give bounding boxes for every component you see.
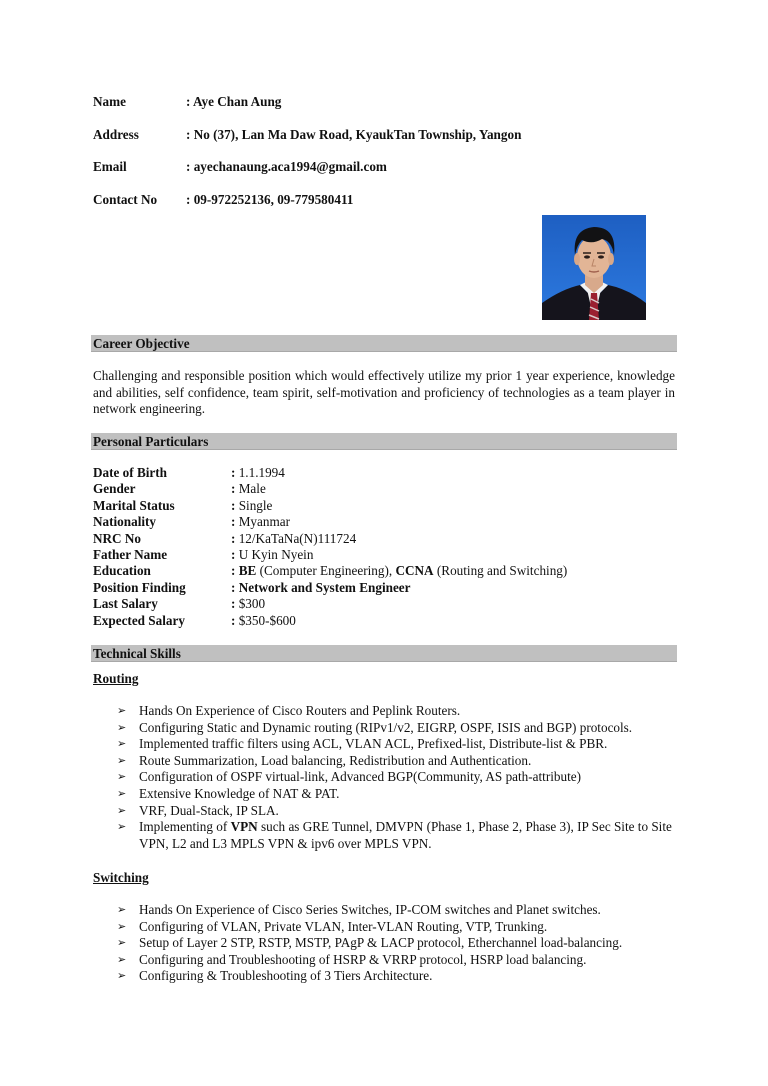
- colon: :: [231, 612, 236, 628]
- portrait-illustration: [542, 215, 646, 320]
- pp-row-father: [93, 547, 653, 563]
- arrow-bullet-icon: ➢: [117, 952, 127, 966]
- marital-value: Single: [238, 497, 273, 513]
- pp-row-education: [93, 563, 653, 579]
- education-cert-detail: (Routing and Switching): [433, 563, 568, 579]
- expected-salary-label: Expected Salary: [93, 612, 185, 628]
- pp-row-expected-salary: [93, 613, 653, 629]
- list-item: ➢ Hands On Experience of Cisco Series Switches, IP-COM switches and Planet switches.: [117, 902, 601, 917]
- pp-row-dob: [93, 465, 653, 481]
- colon: :: [231, 481, 236, 497]
- personal-particulars-table: [93, 465, 653, 629]
- marital-label: Marital Status: [93, 497, 175, 513]
- list-item: ➢ Hands On Experience of Cisco Routers and Peplink Routers.: [117, 703, 461, 718]
- arrow-bullet-icon: ➢: [117, 903, 127, 916]
- arrow-bullet-icon: ➢: [117, 770, 127, 784]
- list-item: ➢ Extensive Knowledge of NAT & PAT.: [117, 785, 340, 801]
- gender-label: Gender: [93, 481, 136, 497]
- address-label: Address: [93, 127, 139, 142]
- phone-label: Contact No: [93, 192, 158, 207]
- arrow-bullet-icon: ➢: [117, 820, 127, 834]
- pp-row-nrc: [93, 531, 653, 547]
- list-item: ➢ Configuring Static and Dynamic routing (RIPv1/v2, EIGRP, OSPF, ISIS and BGP) protocols.: [117, 719, 633, 735]
- name-label: Name: [93, 94, 126, 109]
- nrc-label: NRC No: [93, 530, 141, 546]
- colon: :: [231, 546, 236, 562]
- pp-row-position: [93, 580, 653, 596]
- colon: :: [231, 497, 236, 513]
- list-item: ➢ Configuring and Troubleshooting of HSRP & VRRP protocol, HSRP load balancing.: [117, 951, 587, 967]
- switching-heading: Switching: [93, 870, 149, 885]
- career-objective-heading: Career Objective: [91, 335, 677, 352]
- pp-row-last-salary: [93, 596, 653, 612]
- phone-value: : 09-972252136, 09-779580411: [186, 192, 354, 207]
- list-item: ➢ Implementing of VPN such as GRE Tunnel, DMVPN (Phase 1, Phase 2, Phase 3), IP Sec Site to Site VPN, L2 and L3 MPLS VPN & ipv6 over MPLS VPN.: [117, 819, 672, 851]
- education-degree: BE: [238, 563, 257, 579]
- arrow-bullet-icon: ➢: [117, 803, 127, 817]
- arrow-bullet-icon: ➢: [117, 737, 127, 751]
- name-value: : Aye Chan Aung: [186, 94, 282, 109]
- email-label: Email: [93, 159, 127, 174]
- arrow-bullet-icon: ➢: [117, 720, 127, 734]
- personal-particulars-heading: Personal Particulars: [91, 433, 677, 450]
- arrow-bullet-icon: ➢: [117, 969, 127, 983]
- father-value: U Kyin Nyein: [238, 546, 314, 562]
- nationality-label: Nationality: [93, 514, 157, 530]
- dob-label: Date of Birth: [93, 465, 167, 480]
- expected-salary-value: $350-$600: [238, 612, 296, 628]
- pp-row-nationality: [93, 514, 653, 530]
- list-item: ➢ VRF, Dual-Stack, IP SLA.: [117, 802, 279, 818]
- colon: :: [231, 465, 236, 480]
- education-cert: CCNA: [395, 563, 434, 579]
- father-label: Father Name: [93, 546, 168, 562]
- switching-list: [117, 902, 677, 985]
- position-label: Position Finding: [93, 579, 186, 595]
- colon: :: [231, 514, 236, 530]
- last-salary-label: Last Salary: [93, 596, 158, 612]
- technical-skills-heading: Technical Skills: [91, 645, 677, 662]
- education-label: Education: [93, 563, 151, 579]
- routing-heading: Routing: [93, 671, 139, 686]
- arrow-bullet-icon: ➢: [117, 786, 127, 800]
- education-degree-detail: (Computer Engineering),: [256, 563, 396, 579]
- list-item: ➢ Setup of Layer 2 STP, RSTP, MSTP, PAgP & LACP protocol, Etherchannel load-balancing.: [117, 935, 623, 951]
- colon: :: [231, 563, 236, 579]
- colon: :: [231, 579, 236, 595]
- career-objective-text: Challenging and responsible position which would effectively utilize my prior 1 year experience, knowledge and abilities, self confidence, team spirit, self-motivation and proficiency of technologies as a team player in network engineering.: [93, 368, 675, 416]
- list-item: ➢ Configuring of VLAN, Private VLAN, Inter-VLAN Routing, VTP, Trunking.: [117, 918, 548, 934]
- pp-row-gender: [93, 481, 653, 497]
- email-value: : ayechanaung.aca1994@gmail.com: [186, 159, 387, 174]
- routing-list: [117, 703, 677, 852]
- position-value: Network and System Engineer: [238, 579, 411, 595]
- profile-photo: [542, 215, 646, 320]
- arrow-bullet-icon: ➢: [117, 919, 127, 933]
- arrow-bullet-icon: ➢: [117, 936, 127, 950]
- list-item: ➢ Route Summarization, Load balancing, Redistribution and Authentication.: [117, 752, 532, 768]
- nrc-value: 12/KaTaNa(N)111724: [238, 530, 357, 546]
- nationality-value: Myanmar: [238, 514, 290, 530]
- dob-value: 1.1.1994: [238, 465, 285, 480]
- list-item: ➢ Configuring & Troubleshooting of 3 Tiers Architecture.: [117, 968, 433, 984]
- gender-value: Male: [238, 481, 266, 497]
- last-salary-value: $300: [238, 596, 266, 612]
- arrow-bullet-icon: ➢: [117, 704, 127, 717]
- list-item: ➢ Implemented traffic filters using ACL, VLAN ACL, Prefixed-list, Distribute-list & PBR.: [117, 736, 608, 752]
- list-item: ➢ Configuration of OSPF virtual-link, Advanced BGP(Community, AS path-attribute): [117, 769, 581, 785]
- arrow-bullet-icon: ➢: [117, 753, 127, 767]
- address-value: : No (37), Lan Ma Daw Road, KyaukTan Township, Yangon: [186, 127, 522, 142]
- colon: :: [231, 596, 236, 612]
- pp-row-marital: [93, 498, 653, 514]
- colon: :: [231, 530, 236, 546]
